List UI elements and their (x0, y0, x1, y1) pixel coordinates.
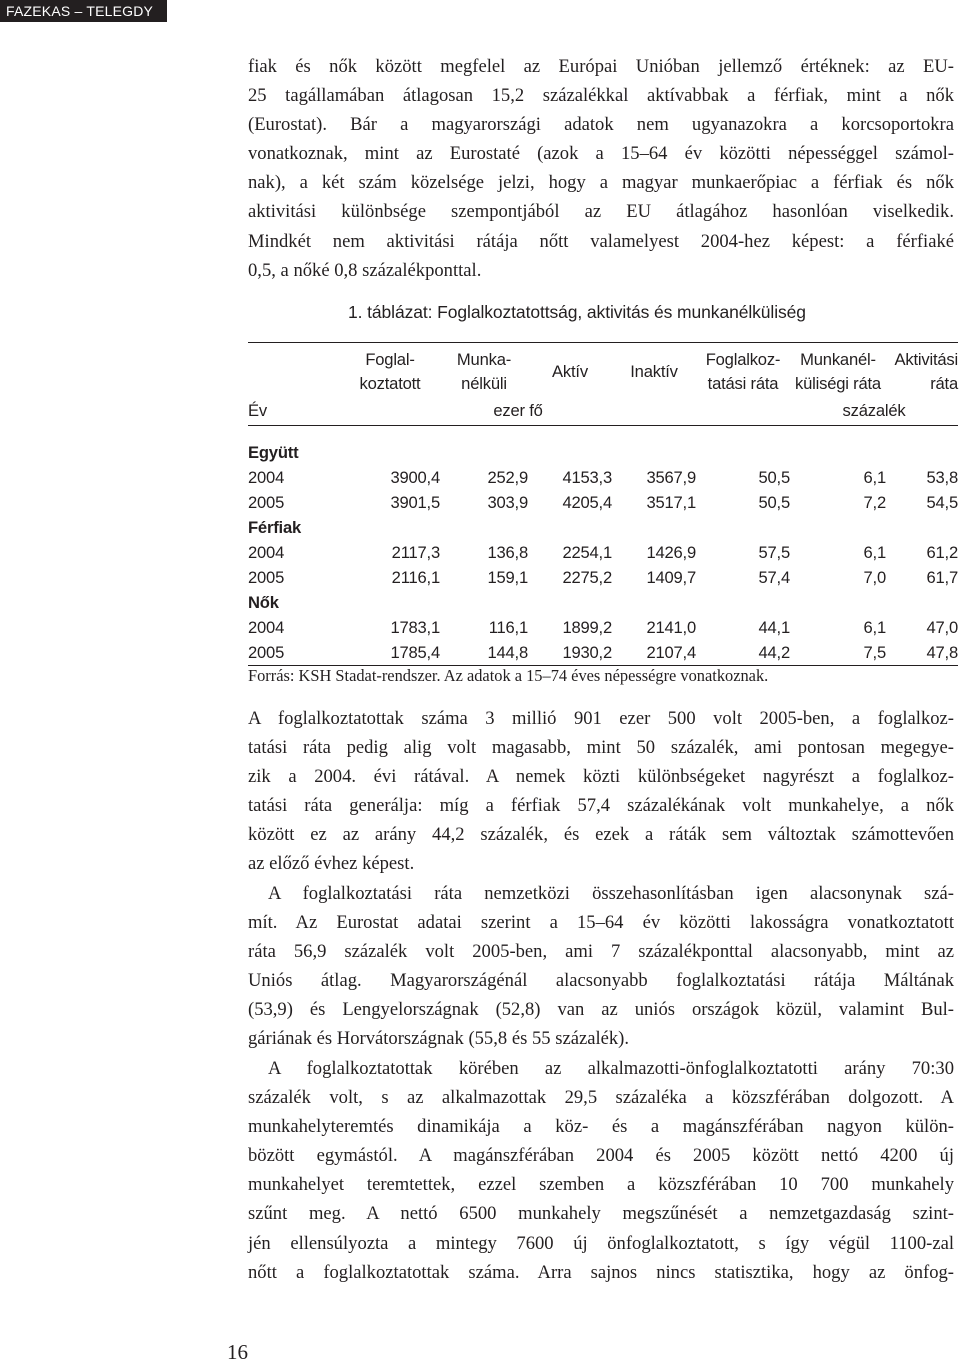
value-cell: 2141,0 (646, 617, 696, 637)
unit-gap (696, 401, 790, 426)
body-paragraph-1 (248, 704, 954, 879)
text-line: A foglalkoztatottak száma 3 millió 901 ezer 500 volt 2005-ben, a foglalkoz- (248, 708, 954, 729)
value-cell: 6,1 (863, 542, 886, 562)
text-line: ráta 56,9 százalék volt 2005-ben, ami 7 százalékponttal alacsonyabb, mint az (248, 941, 954, 963)
value-cell: 1783,1 (390, 617, 440, 637)
value-cell: 61,2 (926, 542, 958, 562)
text-line: gáriának és Horvátországnak (55,8 és 55 százalék). (248, 1028, 630, 1050)
table-source-note: Forrás: KSH Stadat-rendszer. Az adatok a 15–74 éves népességre vonatkoznak. (248, 666, 769, 685)
value-cell: 47,8 (886, 640, 958, 666)
value-cell: 3567,9 (646, 467, 696, 487)
col-header-inaktiv: Inaktív (612, 343, 696, 402)
value-cell: 1785,4 (340, 640, 440, 666)
value-cell: 7,0 (863, 567, 886, 587)
value-cell: 54,5 (926, 492, 958, 512)
value-cell: 3901,5 (390, 492, 440, 512)
value-cell: 61,7 (926, 567, 958, 587)
value-cell: 144,8 (440, 640, 528, 666)
body-paragraph-3 (248, 1054, 954, 1287)
year-cell: 2005 (248, 567, 285, 587)
value-cell: 53,8 (926, 467, 958, 487)
value-cell: 1409,7 (646, 567, 696, 587)
text-line: bözött egymástól. A magánszférában 2004 és 2005 között nettó 4200 új (248, 1145, 954, 1167)
table-row (248, 615, 958, 640)
col-header-munkanelkuli: Munka- nélküli (440, 343, 528, 402)
text-line: (Eurostat). Bár a magyarországi adatok nem ugyanazokra a korcsoportokra (248, 114, 954, 136)
value-cell: 57,4 (758, 567, 790, 587)
value-cell: 4205,4 (562, 492, 612, 512)
table-body (248, 426, 958, 666)
col-header-aktiv: Aktív (528, 343, 612, 402)
table-group-row (248, 590, 958, 615)
text-line: nak), a két szám közelsége jelzi, hogy a magyar munkaerőpiac a férfiak és nők (248, 172, 954, 194)
value-cell: 136,8 (487, 542, 528, 562)
text-line: között ez az arány 44,2 százalék, és ezek a ráták sem változtak számottevően (248, 824, 954, 846)
text-line: Mindkét nem aktivitási rátája nőtt valamelyest 2004-hez képest: a férfiaké (248, 230, 954, 252)
text-line: fiak és nők között megfelel az Európai Unióban jellemző értéknek: az EU- (248, 56, 954, 77)
group-label: Együtt (248, 442, 299, 462)
intro-paragraph (248, 52, 954, 285)
running-head: FAZEKAS – TELEGDY (0, 0, 167, 22)
unit-ezer-fo: ezer fő (340, 401, 696, 426)
value-cell: 4153,3 (562, 467, 612, 487)
table-spacer-row (248, 426, 958, 441)
value-cell: 44,2 (696, 640, 790, 666)
value-cell: 1930,2 (528, 640, 612, 666)
year-cell: 2005 (248, 640, 340, 666)
group-label: Férfiak (248, 517, 302, 537)
year-cell: 2004 (248, 542, 285, 562)
text-line: 0,5, a nőké 0,8 százalékponttal. (248, 259, 482, 281)
col-header-munkanelkulisegi-rata: Munkanél- küliségi ráta (790, 343, 886, 402)
value-cell: 2275,2 (562, 567, 612, 587)
value-cell: 2116,1 (391, 567, 440, 587)
text-line: aktivitási különbsége szempontjából az EU átlagához hasonlóan viselkedik. (248, 201, 954, 223)
value-cell: 159,1 (487, 567, 528, 587)
value-cell: 3900,4 (390, 467, 440, 487)
value-cell: 47,0 (926, 617, 958, 637)
table-row (248, 565, 958, 590)
value-cell: 6,1 (863, 467, 886, 487)
text-line: vonatkoznak, mint az Eurostaté (azok a 15–64 év közötti népességgel számol- (248, 143, 954, 165)
text-line: 25 tagállamában átlagosan 15,2 százalékkal aktívabbak a férfiak, mint a nők (248, 85, 954, 107)
text-line: jén ellensúlyozta a mintegy 7600 új önfoglalkoztatott, s így végül 1100-zal (248, 1232, 954, 1254)
body-paragraph-2 (248, 879, 954, 1054)
employment-table (248, 342, 958, 666)
value-cell: 2117,3 (391, 542, 440, 562)
group-label: Nők (248, 592, 279, 612)
table-group-row (248, 440, 958, 465)
year-cell: 2005 (248, 492, 285, 512)
text-line: munkahelyteremtés dinamikája a köz- és a magánszférában nagyon külön- (248, 1116, 954, 1138)
value-cell: 1426,9 (646, 542, 696, 562)
value-cell: 7,5 (790, 640, 886, 666)
table-caption: 1. táblázat: Foglalkoztatottság, aktivitás és munkanélküliség (348, 302, 806, 322)
text-line: Uniós átlag. Magyarországénál alacsonyabb foglalkoztatási rátája Máltának (248, 970, 954, 992)
text-line: az előző évhez képest. (248, 853, 415, 875)
text-line: tatási ráta pedig alig volt magasabb, mint 50 százalék, ami pontosan megegye- (248, 737, 954, 759)
table-divider (248, 426, 958, 441)
text-line: (53,9) és Lengyelországnak (52,8) van az uniós országok közül, valamint Bul- (248, 999, 954, 1021)
table-row (248, 640, 958, 666)
table-header-row (248, 343, 958, 402)
table-unit-row (248, 401, 958, 426)
text-line: munkahelyet teremtettek, ezzel szemben a közszférában 10 700 munkahely (248, 1174, 954, 1196)
text-line: A foglalkoztatottak körében az alkalmazotti-önfoglalkoztatotti arány 70:30 (268, 1058, 954, 1079)
col-header-foglalkoztatasi-rata: Foglalkoz- tatási ráta (696, 343, 790, 402)
value-cell: 44,1 (758, 617, 790, 637)
text-line: mít. Az Eurostat adatai szerint a 15–64 év közötti lakosságra vonatkoztatott (248, 912, 954, 934)
table-row (248, 540, 958, 565)
text-line: A foglalkoztatási ráta nemzetközi összehasonlításban igen alacsonynak szá- (268, 883, 954, 904)
year-cell: 2004 (248, 617, 285, 637)
text-line: zik a 2004. évi rátával. A nemek közti különbségeket nagyrészt a foglalkoz- (248, 766, 954, 788)
text-line: nőtt a foglalkoztatottak száma. Arra sajnos nincs statisztika, hogy az önfog- (248, 1261, 954, 1283)
table-group-row (248, 515, 958, 540)
value-cell: 6,1 (863, 617, 886, 637)
value-cell: 50,5 (758, 467, 790, 487)
header-empty (248, 343, 340, 402)
col-header-aktivitasi-rata: Aktivitási ráta (886, 343, 958, 402)
table-row (248, 465, 958, 490)
text-line: tatási ráta generálja: míg a férfiak 57,4 százalékának volt munkahelye, a nők (248, 795, 954, 817)
value-cell: 7,2 (863, 492, 886, 512)
value-cell: 2254,1 (562, 542, 612, 562)
table-row (248, 490, 958, 515)
year-cell: 2004 (248, 467, 285, 487)
text-line: százalék volt, s az alkalmazottak 29,5 százaléka a közszférában dolgozott. A (248, 1087, 954, 1109)
value-cell: 1899,2 (562, 617, 612, 637)
value-cell: 57,5 (758, 542, 790, 562)
value-cell: 3517,1 (646, 492, 696, 512)
text-line: szűnt meg. A nettó 6500 munkahely megszűnését a nemzetgazdaság szint- (248, 1203, 954, 1225)
col-header-foglalkoztatott: Foglal- koztatott (340, 343, 440, 402)
year-header: Év (248, 401, 267, 420)
unit-szazalek: százalék (790, 401, 958, 426)
value-cell: 252,9 (487, 467, 528, 487)
value-cell: 303,9 (487, 492, 528, 512)
value-cell: 50,5 (758, 492, 790, 512)
value-cell: 2107,4 (612, 640, 696, 666)
page-number: 16 (227, 1340, 248, 1364)
value-cell: 116,1 (488, 617, 528, 637)
